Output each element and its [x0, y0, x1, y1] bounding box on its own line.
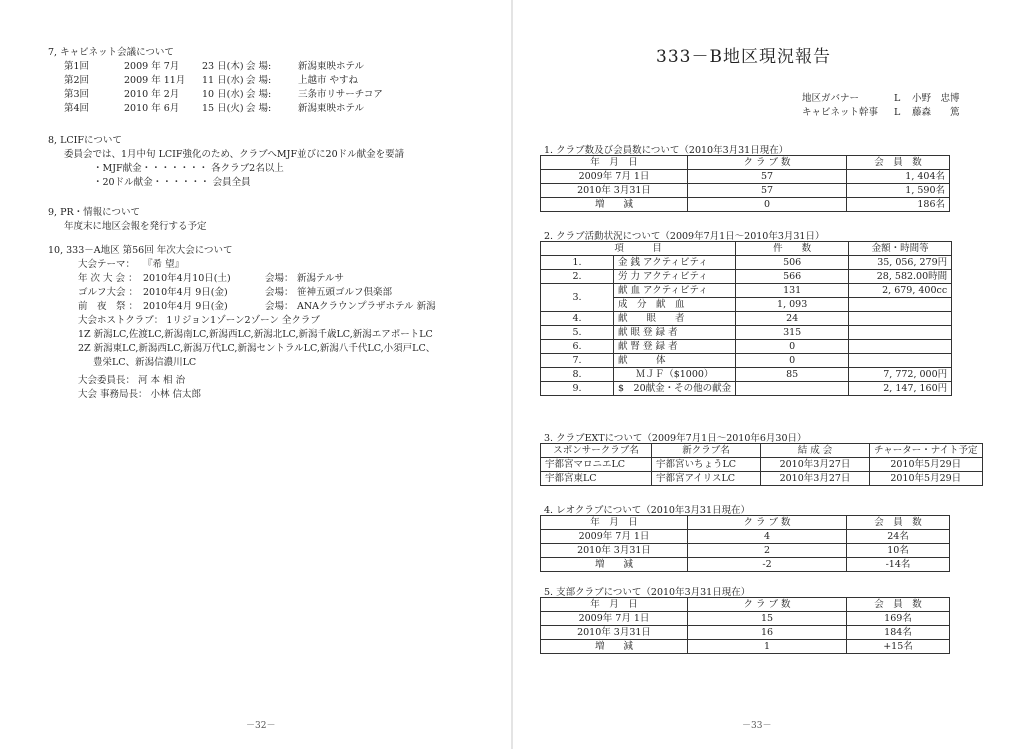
cell-amount: 28, 582.00時間 [849, 270, 952, 284]
table-row [541, 354, 952, 368]
meeting-day: 11 日(水) [202, 75, 244, 86]
pr-description: 年度末に地区会報を発行する予定 [64, 221, 207, 232]
cell-number: 5. [541, 326, 614, 340]
section-cabinet-meetings [48, 46, 383, 116]
zone-2-clubs: 2Z 新潟東LC,新潟西LC,新潟万代LC,新潟セントラルLC,新潟八千代LC,小須戸LC、 [78, 343, 436, 354]
meeting-month: 2010 年 6月 [124, 103, 180, 114]
cell-member-count: 24名 [847, 530, 950, 544]
zone-2-clubs-cont: 豊栄LC、新潟信濃川LC [93, 357, 197, 368]
cell-formation: 2010年3月27日 [761, 472, 870, 486]
table-row [541, 326, 952, 340]
table-header-row [541, 242, 952, 256]
event-venue-label: 会場： [265, 301, 294, 312]
signatory-name: 藤森 篤 [912, 107, 960, 118]
cell-number: 1. [541, 256, 614, 270]
cell-number: 2. [541, 270, 614, 284]
cell-member-count: 1, 590名 [847, 184, 950, 198]
header-amount: 金額・時間等 [849, 242, 952, 256]
cell-count: 0 [736, 340, 849, 354]
signatory-prefix: L [894, 93, 901, 104]
right-page [518, 0, 1024, 749]
event-venue: 新潟テルサ [297, 273, 345, 284]
table-header-row [541, 598, 950, 612]
convention-event [48, 300, 436, 314]
convention-theme [48, 258, 436, 272]
convention-event [48, 286, 436, 300]
section-lcif [48, 134, 404, 190]
table-row [541, 626, 950, 640]
cell-amount [849, 312, 952, 326]
left-page [0, 0, 505, 749]
header-sponsor-club: スポンサークラブ名 [541, 444, 652, 458]
meeting-row [48, 74, 383, 88]
cell-item: 献 血 アクティビティ [614, 284, 736, 298]
cell-sponsor-club: 宇都宮マロニエLC [541, 458, 652, 472]
cell-member-count: 1, 404名 [847, 170, 950, 184]
cell-club-count: 57 [688, 170, 847, 184]
cell-member-count: +15名 [847, 640, 950, 654]
event-venue-label: 会場： [265, 273, 294, 284]
table-row [541, 340, 952, 354]
table-row [541, 544, 950, 558]
cell-club-count: 4 [688, 530, 847, 544]
event-venue-label: 会場： [265, 287, 294, 298]
governor-signature [802, 90, 960, 104]
section-heading: 9, PR・情報について [48, 207, 140, 218]
event-venue: ANAクラウンプラザホテル 新潟 [297, 301, 436, 312]
cell-number: 8. [541, 368, 614, 382]
cell-count: 131 [736, 284, 849, 298]
cell-count: 85 [736, 368, 849, 382]
table-row [541, 382, 952, 396]
cell-item: 献 眼 登 録 者 [614, 326, 736, 340]
cell-number: 6. [541, 340, 614, 354]
cell-charter-night: 2010年5月29日 [870, 458, 983, 472]
table-caption: 1. クラブ数及び会員数について（2010年3月31日現在） [544, 145, 789, 156]
meeting-venue: 上越市 やすね [298, 75, 359, 86]
page-fold [511, 0, 513, 749]
cell-item: 金 銭 アクティビティ [614, 256, 736, 270]
lcif-mjf-line: ・MJF献金・・・・・・・ 各クラブ2名以上 [93, 163, 284, 174]
event-date: 2010年4月10日(土) [143, 273, 231, 284]
cell-charter-night: 2010年5月29日 [870, 472, 983, 486]
cell-club-count: 57 [688, 184, 847, 198]
cell-date: 2010年 3月31日 [541, 626, 688, 640]
table-row [541, 472, 983, 486]
meeting-number: 第2回 [64, 75, 90, 86]
table-row [541, 530, 950, 544]
cell-item: 献 体 [614, 354, 736, 368]
table-caption: 3. クラブEXTについて（2009年7月1日～2010年6月30日） [544, 433, 807, 444]
header-member-count: 会 員 数 [847, 516, 950, 530]
meeting-month: 2009 年 11月 [124, 75, 186, 86]
cell-amount [849, 354, 952, 368]
table-header-row [541, 516, 950, 530]
cell-club-count: -2 [688, 558, 847, 572]
cell-club-count: 16 [688, 626, 847, 640]
header-count: 件 数 [736, 242, 849, 256]
header-club-count: ク ラ ブ 数 [688, 598, 847, 612]
table-header-row [541, 156, 950, 170]
event-date: 2010年4月 9日(金) [143, 287, 228, 298]
cell-item: 献 眼 者 [614, 312, 736, 326]
cell-count: 24 [736, 312, 849, 326]
cell-number: 9. [541, 382, 614, 396]
table-row [541, 284, 952, 298]
cell-count: 566 [736, 270, 849, 284]
section-heading: 8, LCIFについて [48, 135, 122, 146]
section-heading: 10, 333－A地区 第56回 年次大会について [48, 245, 233, 256]
meeting-row [48, 60, 383, 74]
header-item: 項 目 [541, 242, 736, 256]
cell-member-count: 10名 [847, 544, 950, 558]
header-charter-night: チャーター・ナイト予定 [870, 444, 983, 458]
cell-new-club: 宇都宮いちょうLC [652, 458, 761, 472]
venue-label: 会 場: [246, 61, 272, 72]
section-annual-convention [48, 244, 436, 402]
club-member-table [540, 155, 950, 212]
cell-number: 4. [541, 312, 614, 326]
table-row [541, 612, 950, 626]
cell-amount [849, 326, 952, 340]
cell-count [736, 382, 849, 396]
committee-chair: 大会委員長： 河 本 相 治 [78, 375, 186, 386]
cell-item: 成 分 献 血 [614, 298, 736, 312]
table-row [541, 312, 952, 326]
table-row [541, 558, 950, 572]
table-row [541, 458, 983, 472]
meeting-number: 第1回 [64, 61, 90, 72]
theme-label: 大会テーマ： [78, 259, 136, 270]
cell-count: 315 [736, 326, 849, 340]
table-header-row [541, 444, 983, 458]
cell-amount: 2, 679, 400cc [849, 284, 952, 298]
meeting-number: 第3回 [64, 89, 90, 100]
page-number: －32－ [246, 721, 276, 731]
cell-count: 506 [736, 256, 849, 270]
signatory-name: 小野 忠博 [912, 93, 960, 104]
cell-formation: 2010年3月27日 [761, 458, 870, 472]
meeting-month: 2009 年 7月 [124, 61, 180, 72]
cell-date: 2010年 3月31日 [541, 184, 688, 198]
cell-item: $ 20献金・その他の献金 [614, 382, 736, 396]
cell-item: 献 腎 登 録 者 [614, 340, 736, 354]
header-member-count: 会 員 数 [847, 156, 950, 170]
header-date: 年 月 日 [541, 156, 688, 170]
meeting-day: 23 日(木) [202, 61, 244, 72]
table-caption: 2. クラブ活動状況について（2009年7月1日～2010年3月31日） [544, 231, 825, 242]
meeting-venue: 三条市リサーチコア [298, 89, 383, 100]
meeting-number: 第4回 [64, 103, 90, 114]
secretary-general: 大会 事務局長： 小林 信太郎 [78, 389, 202, 400]
report-title: 333－B地区現況報告 [656, 47, 831, 67]
header-club-count: ク ラ ブ 数 [688, 156, 847, 170]
cell-amount: 2, 147, 160円 [849, 382, 952, 396]
header-new-club: 新クラブ名 [652, 444, 761, 458]
table-caption: 5. 支部クラブについて（2010年3月31日現在） [544, 587, 751, 598]
meeting-row [48, 88, 383, 102]
page-number: －33－ [742, 721, 772, 731]
header-date: 年 月 日 [541, 516, 688, 530]
event-date: 2010年4月 9日(金) [143, 301, 228, 312]
event-label: 前 夜 祭 ： [78, 301, 139, 312]
cell-date: 2009年 7月 1日 [541, 612, 688, 626]
cell-member-count: 169名 [847, 612, 950, 626]
table-row [541, 198, 950, 212]
lcif-20-dollar-line: ・20ドル献金・・・・・・ 会員全員 [93, 177, 251, 188]
secretary-signature [802, 104, 960, 118]
table-row [541, 368, 952, 382]
event-label: 年 次 大 会 ： [78, 273, 138, 284]
table-row [541, 640, 950, 654]
cell-amount [849, 298, 952, 312]
event-venue: 笹神五頭ゴルフ倶楽部 [297, 287, 393, 298]
meeting-venue: 新潟東映ホテル [298, 103, 365, 114]
header-club-count: ク ラ ブ 数 [688, 516, 847, 530]
cell-member-count: 184名 [847, 626, 950, 640]
header-date: 年 月 日 [541, 598, 688, 612]
section-heading: 7, キャビネット会議について [48, 47, 174, 58]
cell-club-count: 15 [688, 612, 847, 626]
cell-club-count: 2 [688, 544, 847, 558]
club-ext-table [540, 443, 983, 486]
event-label: ゴルフ大会 ： [78, 287, 139, 298]
cell-date: 2009年 7月 1日 [541, 530, 688, 544]
cell-count: 0 [736, 354, 849, 368]
venue-label: 会 場: [246, 103, 272, 114]
table-row [541, 270, 952, 284]
cell-club-count: 0 [688, 198, 847, 212]
cell-member-count: 186名 [847, 198, 950, 212]
cell-date: 増 減 [541, 198, 688, 212]
table-row [541, 170, 950, 184]
zone-1-clubs: 1Z 新潟LC,佐渡LC,新潟南LC,新潟西LC,新潟北LC,新潟千歳LC,新潟エアポートLC [78, 329, 433, 340]
header-member-count: 会 員 数 [847, 598, 950, 612]
cell-date: 増 減 [541, 640, 688, 654]
signatory-title: キャビネット幹事 [802, 107, 879, 118]
meeting-month: 2010 年 2月 [124, 89, 180, 100]
cell-amount: 7, 772, 000円 [849, 368, 952, 382]
cell-date: 2010年 3月31日 [541, 544, 688, 558]
cell-amount [849, 340, 952, 354]
meeting-venue: 新潟東映ホテル [298, 61, 365, 72]
table-caption: 4. レオクラブについて（2010年3月31日現在） [544, 505, 751, 516]
cell-item: 労 力 アクティビティ [614, 270, 736, 284]
host-clubs: 大会ホストクラブ： 1リジョン1ゾーン2ゾーン 全クラブ [78, 315, 320, 326]
cell-item: ＭＪＦ（$1000） [614, 368, 736, 382]
meeting-day: 10 日(水) [202, 89, 244, 100]
convention-event [48, 272, 436, 286]
cell-number: 3. [541, 284, 614, 312]
cell-new-club: 宇都宮アイリスLC [652, 472, 761, 486]
table-row [541, 184, 950, 198]
venue-label: 会 場: [246, 75, 272, 86]
section-pr [48, 206, 207, 234]
cell-member-count: -14名 [847, 558, 950, 572]
cell-date: 2009年 7月 1日 [541, 170, 688, 184]
cell-club-count: 1 [688, 640, 847, 654]
cell-amount: 35, 056, 279円 [849, 256, 952, 270]
theme-value: 『希 望』 [143, 259, 185, 270]
cell-sponsor-club: 宇都宮東LC [541, 472, 652, 486]
leo-club-table [540, 515, 950, 572]
venue-label: 会 場: [246, 89, 272, 100]
lcif-description: 委員会では、1月中旬 LCIF強化のため、クラブへMJF並びに20ドル献金を要請 [64, 149, 405, 160]
cell-number: 7. [541, 354, 614, 368]
club-activity-table [540, 241, 952, 396]
cell-count: 1, 093 [736, 298, 849, 312]
branch-club-table [540, 597, 950, 654]
meeting-day: 15 日(火) [202, 103, 244, 114]
header-formation: 結 成 会 [761, 444, 870, 458]
cell-date: 増 減 [541, 558, 688, 572]
meeting-row [48, 102, 383, 116]
signatory-title: 地区ガバナー [802, 93, 860, 104]
table-row [541, 256, 952, 270]
signatory-prefix: L [894, 107, 901, 118]
